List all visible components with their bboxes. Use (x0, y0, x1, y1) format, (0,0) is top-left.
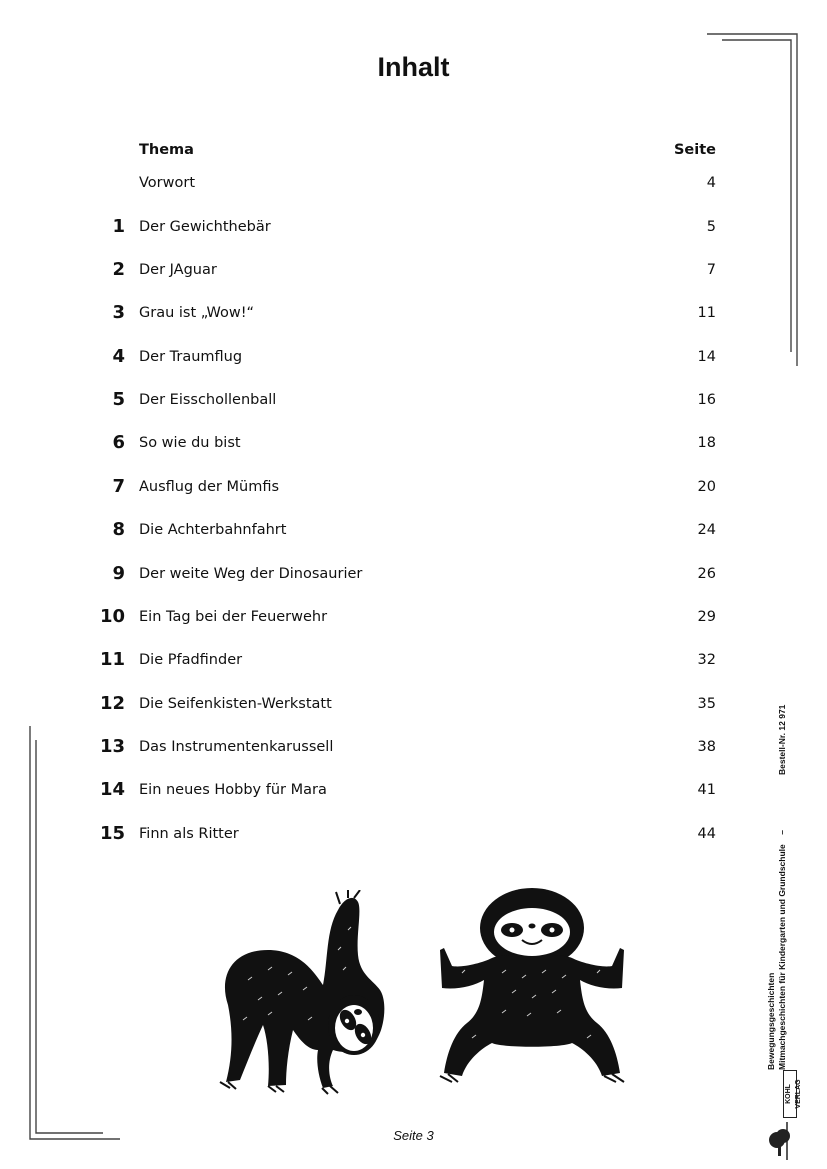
chapter-number: 5 (112, 389, 125, 410)
page-number: 41 (697, 782, 716, 798)
chapter-number: 6 (112, 432, 125, 453)
series-title: Bewegungsgeschichten (766, 972, 776, 1070)
chapter-number: 7 (112, 476, 125, 497)
toc-row (95, 819, 716, 849)
toc-header (139, 142, 716, 162)
separator: – (777, 830, 787, 835)
chapter-title: Finn als Ritter (139, 826, 239, 842)
toc-row (95, 385, 716, 415)
toc-row (95, 342, 716, 372)
sidebar-publication-info (765, 670, 809, 1070)
toc-row (95, 515, 716, 545)
toc-row (95, 428, 716, 458)
chapter-number: 13 (99, 736, 125, 757)
page-number: 26 (697, 566, 716, 582)
chapter-title: Vorwort (139, 175, 196, 191)
chapter-number: 12 (99, 693, 125, 714)
topic-column-header: Thema (139, 142, 194, 158)
chapter-number: 2 (112, 259, 125, 280)
chapter-title: Die Seifenkisten-Werkstatt (139, 696, 332, 712)
page-number: 5 (706, 219, 716, 235)
toc-row (95, 212, 716, 242)
page-number: 35 (697, 696, 716, 712)
chapter-title: Der JAguar (139, 262, 217, 278)
chapter-title: Die Pfadfinder (139, 652, 243, 668)
toc-row (95, 602, 716, 632)
toc-row (95, 255, 716, 285)
page-number: 38 (697, 739, 716, 755)
page-title: Inhalt (377, 52, 450, 82)
toc-row (95, 775, 716, 805)
page-number: 32 (697, 652, 716, 668)
sloth-squatting-illustration (432, 888, 632, 1088)
chapter-number: 10 (99, 606, 125, 627)
chapter-number: 11 (99, 649, 125, 670)
publisher-logo (765, 1079, 802, 1162)
page-footer: Seite 3 (393, 1128, 434, 1143)
chapter-number: 14 (99, 779, 125, 800)
chapter-number: 4 (112, 346, 125, 367)
page-column-header: Seite (673, 142, 716, 158)
chapter-title: Das Instrumentenkarussell (139, 739, 334, 755)
book-subtitle (776, 830, 788, 1070)
page-number: 18 (697, 435, 716, 451)
chapter-title: Ein neues Hobby für Mara (139, 782, 327, 798)
chapter-title: Die Achterbahnfahrt (139, 522, 287, 538)
chapter-title: Der Eisschollenball (139, 392, 277, 408)
toc-row (95, 472, 716, 502)
toc-row (95, 732, 716, 762)
toc-row (95, 298, 716, 328)
chapter-number: 9 (112, 563, 125, 584)
toc-row (95, 689, 716, 719)
chapter-title: Ein Tag bei der Feuerwehr (139, 609, 328, 625)
chapter-number: 8 (112, 519, 125, 540)
book-subtitle-text: Mitmachgeschichten für Kindergarten und Grundschule (777, 844, 787, 1070)
page-number: 29 (697, 609, 716, 625)
page-number: 20 (697, 479, 716, 495)
table-of-contents (95, 168, 716, 868)
page-number: 4 (706, 175, 716, 191)
order-number: Bestell-Nr. 12 971 (777, 704, 787, 775)
toc-row (95, 559, 716, 589)
sloth-bending-illustration (208, 890, 408, 1095)
page-number: 44 (697, 826, 716, 842)
page-number: 16 (697, 392, 716, 408)
page-number: 7 (706, 262, 716, 278)
toc-row (95, 645, 716, 675)
tree-icon (765, 1120, 797, 1162)
chapter-number: 1 (112, 216, 125, 237)
page-number: 11 (697, 305, 716, 321)
chapter-title: Der Gewichthebär (139, 219, 271, 235)
top-right-frame (707, 34, 797, 366)
page-number: 24 (697, 522, 716, 538)
chapter-title: Der weite Weg der Dinosaurier (139, 566, 363, 582)
chapter-title: Ausflug der Mümfis (139, 479, 280, 495)
chapter-title: Der Traumflug (139, 349, 243, 365)
toc-row (95, 168, 716, 198)
chapter-title: So wie du bist (139, 435, 241, 451)
chapter-number: 15 (99, 823, 125, 844)
page-number: 14 (697, 349, 716, 365)
publisher-name: KOHL VERLAG (783, 1070, 797, 1118)
chapter-number: 3 (112, 302, 125, 323)
chapter-title: Grau ist „Wow!“ (139, 305, 255, 321)
